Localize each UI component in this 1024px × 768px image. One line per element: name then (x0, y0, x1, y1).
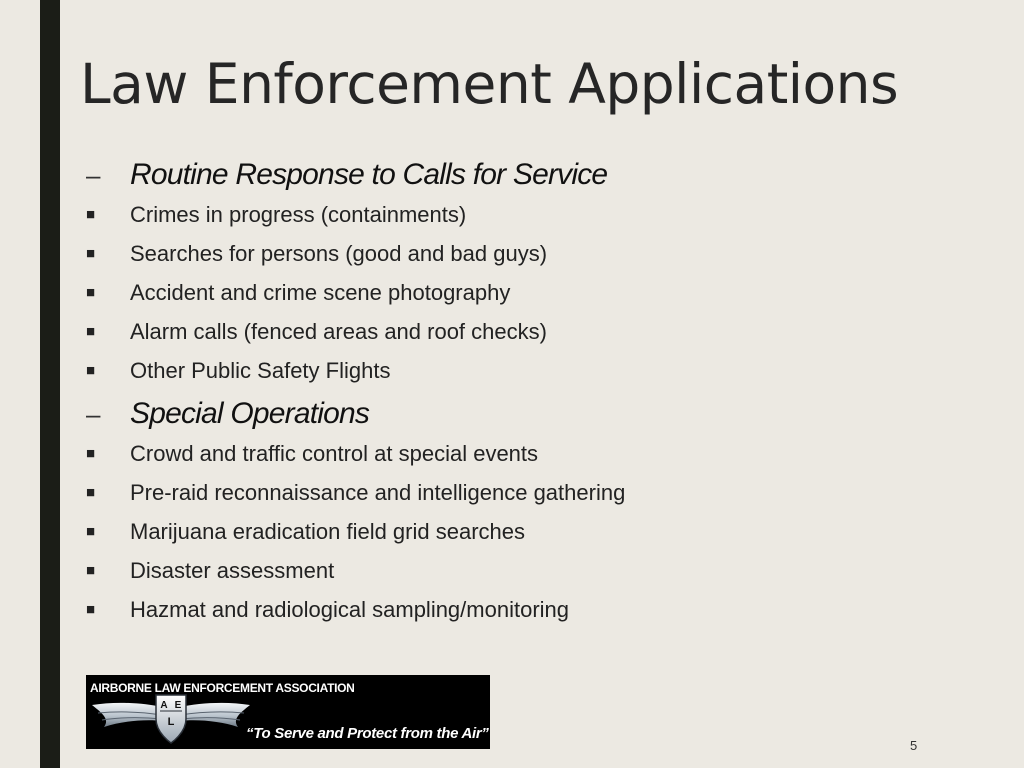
square-bullet: ■ (86, 323, 96, 340)
list-item (86, 280, 986, 319)
list-item-text: Alarm calls (fenced areas and roof checks) (130, 319, 547, 344)
list-item-text: Hazmat and radiological sampling/monitoring (130, 597, 570, 622)
list-item-text: Disaster assessment (130, 558, 335, 583)
square-bullet: ■ (86, 284, 96, 301)
list-item-text: Other Public Safety Flights (130, 358, 391, 383)
list-item (86, 597, 986, 636)
section-heading-special-operations (86, 397, 986, 441)
list-item (86, 319, 986, 358)
list-item (86, 202, 986, 241)
emblem-letter-e: E (174, 700, 182, 711)
emblem-letter-l: L (167, 716, 175, 728)
emblem-letter-a: A (160, 700, 168, 711)
slide-number: 5 (910, 738, 918, 753)
section-heading-routine-response (86, 158, 986, 202)
square-bullet: ■ (86, 245, 96, 262)
list-item (86, 519, 986, 558)
list-item-text: Pre-raid reconnaissance and intelligence gathering (130, 480, 626, 505)
section-heading-text: Routine Response to Calls for Service (130, 158, 608, 191)
square-bullet: ■ (86, 523, 96, 540)
section-heading-text: Special Operations (130, 397, 370, 430)
logo-tagline: “To Serve and Protect from the Air” (246, 725, 489, 742)
list-item-text: Crowd and traffic control at special events (130, 441, 539, 466)
wings-shield-emblem-icon (86, 689, 256, 749)
square-bullet: ■ (86, 445, 96, 462)
list-item-text: Crimes in progress (containments) (130, 202, 467, 227)
list-item (86, 558, 986, 597)
square-bullet: ■ (86, 206, 96, 223)
association-logo (86, 675, 490, 749)
square-bullet: ■ (86, 562, 96, 579)
list-item (86, 358, 986, 397)
list-item-text: Accident and crime scene photography (130, 280, 511, 305)
list-item (86, 480, 986, 519)
slide-title: Law Enforcement Applications (80, 52, 899, 116)
list-item-text: Marijuana eradication field grid searches (130, 519, 525, 544)
list-item (86, 241, 986, 280)
logo-organization-name: AIRBORNE LAW ENFORCEMENT ASSOCIATION (90, 681, 355, 695)
square-bullet: ■ (86, 362, 96, 379)
square-bullet: ■ (86, 601, 96, 618)
dash-bullet: – (86, 399, 101, 429)
list-item-text: Searches for persons (good and bad guys) (130, 241, 548, 266)
left-accent-bar (40, 0, 60, 768)
square-bullet: ■ (86, 484, 96, 501)
dash-bullet: – (86, 160, 101, 190)
list-item (86, 441, 986, 480)
bullet-content (86, 158, 986, 636)
